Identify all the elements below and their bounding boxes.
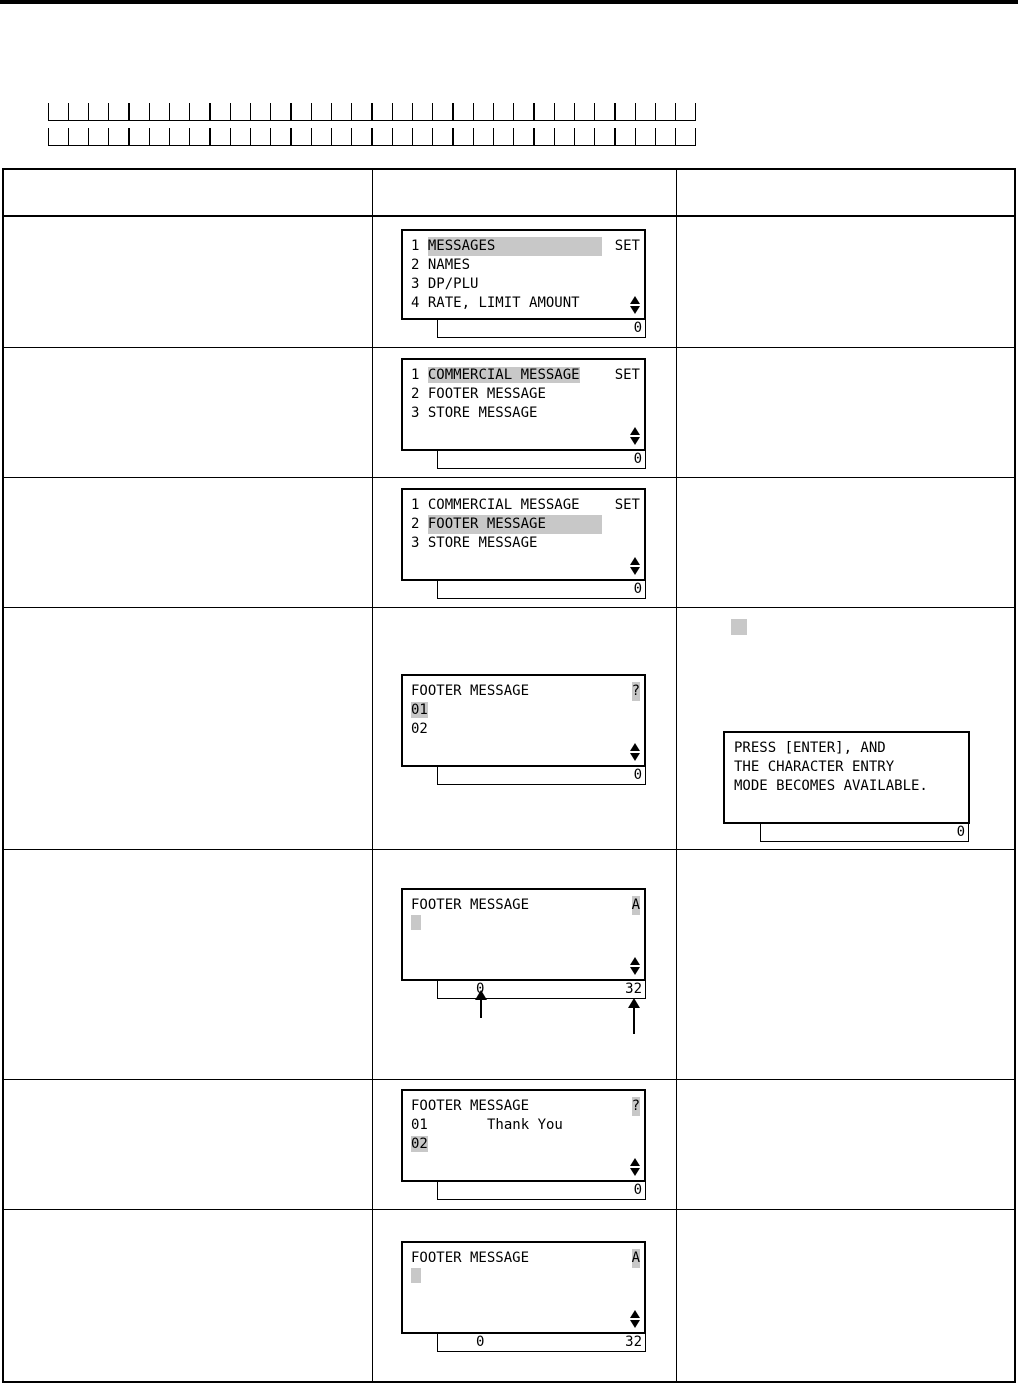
lcd-counter: 0 [437, 1182, 646, 1200]
list-line: 02 [411, 1136, 428, 1152]
row-divider [4, 347, 1014, 348]
grid-cell [48, 128, 69, 145]
grid-cell [352, 128, 373, 145]
menu-line: 3 STORE MESSAGE [411, 405, 538, 421]
menu-line: 3 STORE MESSAGE [411, 535, 538, 551]
menu-line: 2 NAMES [411, 257, 471, 273]
menu-line: 1 COMMERCIAL MESSAGE SET [411, 367, 640, 383]
text-cursor-icon [411, 1268, 421, 1283]
scroll-arrows-icon [630, 296, 640, 314]
grid-cell [636, 103, 656, 120]
screen-title: FOOTER MESSAGE A [411, 897, 640, 913]
grid-cell [555, 103, 575, 120]
grid-cell [231, 103, 251, 120]
note-line: MODE BECOMES AVAILABLE. [734, 778, 928, 794]
grid-cell [595, 128, 616, 145]
grid-cell [454, 128, 474, 145]
grid-cell [413, 103, 433, 120]
scroll-arrows-icon [630, 557, 640, 575]
grid-cell [352, 103, 373, 120]
grid-cell [292, 103, 312, 120]
grid-cell [312, 128, 332, 145]
entry-line [411, 1268, 644, 1287]
grid-cell [393, 128, 413, 145]
grid-cell [69, 128, 89, 145]
note-line: PRESS [ENTER], AND [734, 740, 886, 756]
lcd-counter: 0 [437, 320, 646, 338]
lcd-counter: 0 [437, 451, 646, 469]
grid-cell [109, 103, 130, 120]
grid-cell [150, 128, 170, 145]
lcd-counter: 0 [437, 767, 646, 785]
scroll-arrows-icon [630, 743, 640, 761]
grid-cell [595, 103, 616, 120]
top-rule [0, 0, 1018, 4]
grid-cell [211, 103, 231, 120]
grid-cell [454, 103, 474, 120]
grid-cell [555, 128, 575, 145]
grid-cell [231, 128, 251, 145]
grid-cell [211, 128, 231, 145]
lcd-screen-main-menu [401, 229, 646, 320]
row-divider [4, 1209, 1014, 1210]
scroll-arrows-icon [630, 957, 640, 975]
grid-cell [514, 128, 535, 145]
lcd-note-screen [723, 731, 970, 824]
entry-line [411, 915, 644, 934]
grid-cell [676, 103, 696, 120]
grid-cell [616, 103, 636, 120]
lcd-counter: 0 [760, 824, 969, 842]
grid-cell [251, 128, 271, 145]
grid-cell [170, 128, 190, 145]
row-divider [4, 477, 1014, 478]
grid-cell [535, 103, 555, 120]
grid-cell [373, 103, 393, 120]
pointer-arrow-icon [480, 998, 482, 1018]
lcd-screen-character-entry-2 [401, 1241, 646, 1334]
lcd-char-counter: 0 32 [437, 981, 646, 999]
grid-cell [494, 103, 514, 120]
scroll-arrows-icon [630, 1158, 640, 1176]
row-divider [4, 849, 1014, 850]
grid-cell [170, 103, 190, 120]
screen-title: FOOTER MESSAGE A [411, 1250, 640, 1266]
grid-cell [130, 103, 150, 120]
grid-cell [656, 103, 676, 120]
grid-cell [474, 103, 494, 120]
grid-cell [373, 128, 393, 145]
grid-cell [332, 128, 352, 145]
pointer-arrow-icon [633, 1006, 635, 1034]
row-divider [4, 1079, 1014, 1080]
column-divider [676, 170, 677, 1381]
grid-cell [271, 103, 292, 120]
grid-cell [130, 128, 150, 145]
lcd-counter: 0 [437, 581, 646, 599]
grid-cell [190, 103, 211, 120]
header-rule [4, 215, 1014, 217]
grid-cell [656, 128, 676, 145]
grid-cell [48, 103, 69, 120]
screen-title: FOOTER MESSAGE ? [411, 683, 640, 699]
grid-cell [494, 128, 514, 145]
grid-cell [190, 128, 211, 145]
menu-line: 3 DP/PLU [411, 276, 479, 292]
text-cursor-icon [411, 915, 421, 930]
menu-line: 2 FOOTER MESSAGE [411, 515, 644, 534]
grid-cell [676, 128, 696, 145]
grid-cell [89, 128, 109, 145]
lcd-screen-footer-selected [401, 488, 646, 581]
grid-cell [312, 103, 332, 120]
menu-line: 2 FOOTER MESSAGE [411, 386, 546, 402]
row-divider [4, 607, 1014, 608]
grid-cell [433, 103, 454, 120]
key-grid-row-2 [48, 128, 696, 146]
grid-cell [575, 128, 595, 145]
grid-cell [474, 128, 494, 145]
grid-cell [413, 128, 433, 145]
grid-cell [616, 128, 636, 145]
lcd-screen-footer-entered [401, 1089, 646, 1182]
grid-cell [332, 103, 352, 120]
grid-cell [433, 128, 454, 145]
grid-cell [109, 128, 130, 145]
list-line: 02 [411, 721, 428, 737]
grid-cell [150, 103, 170, 120]
grid-cell [89, 103, 109, 120]
grid-cell [271, 128, 292, 145]
lcd-screen-character-entry [401, 888, 646, 981]
grid-cell [251, 103, 271, 120]
grid-cell [535, 128, 555, 145]
scroll-arrows-icon [630, 427, 640, 445]
grid-cell [393, 103, 413, 120]
menu-line: 1 COMMERCIAL MESSAGE SET [411, 497, 640, 513]
grid-cell [575, 103, 595, 120]
list-line: 01 [411, 702, 428, 718]
grid-cell [292, 128, 312, 145]
scroll-arrows-icon [630, 1310, 640, 1328]
note-line: THE CHARACTER ENTRY [734, 759, 895, 775]
grid-cell [514, 103, 535, 120]
grid-cell [69, 103, 89, 120]
screen-title: FOOTER MESSAGE ? [411, 1098, 640, 1114]
lcd-char-counter: 0 32 [437, 1334, 646, 1352]
key-grid-row-1 [48, 103, 696, 121]
cursor-marker-icon [731, 619, 747, 635]
lcd-screen-footer-list [401, 674, 646, 767]
lcd-screen-messages-menu [401, 358, 646, 451]
menu-line: 4 RATE, LIMIT AMOUNT [411, 295, 580, 311]
list-line: 01 Thank You [411, 1117, 563, 1133]
column-divider [372, 170, 373, 1381]
menu-line: 1 MESSAGES SET [411, 238, 640, 254]
grid-cell [636, 128, 656, 145]
